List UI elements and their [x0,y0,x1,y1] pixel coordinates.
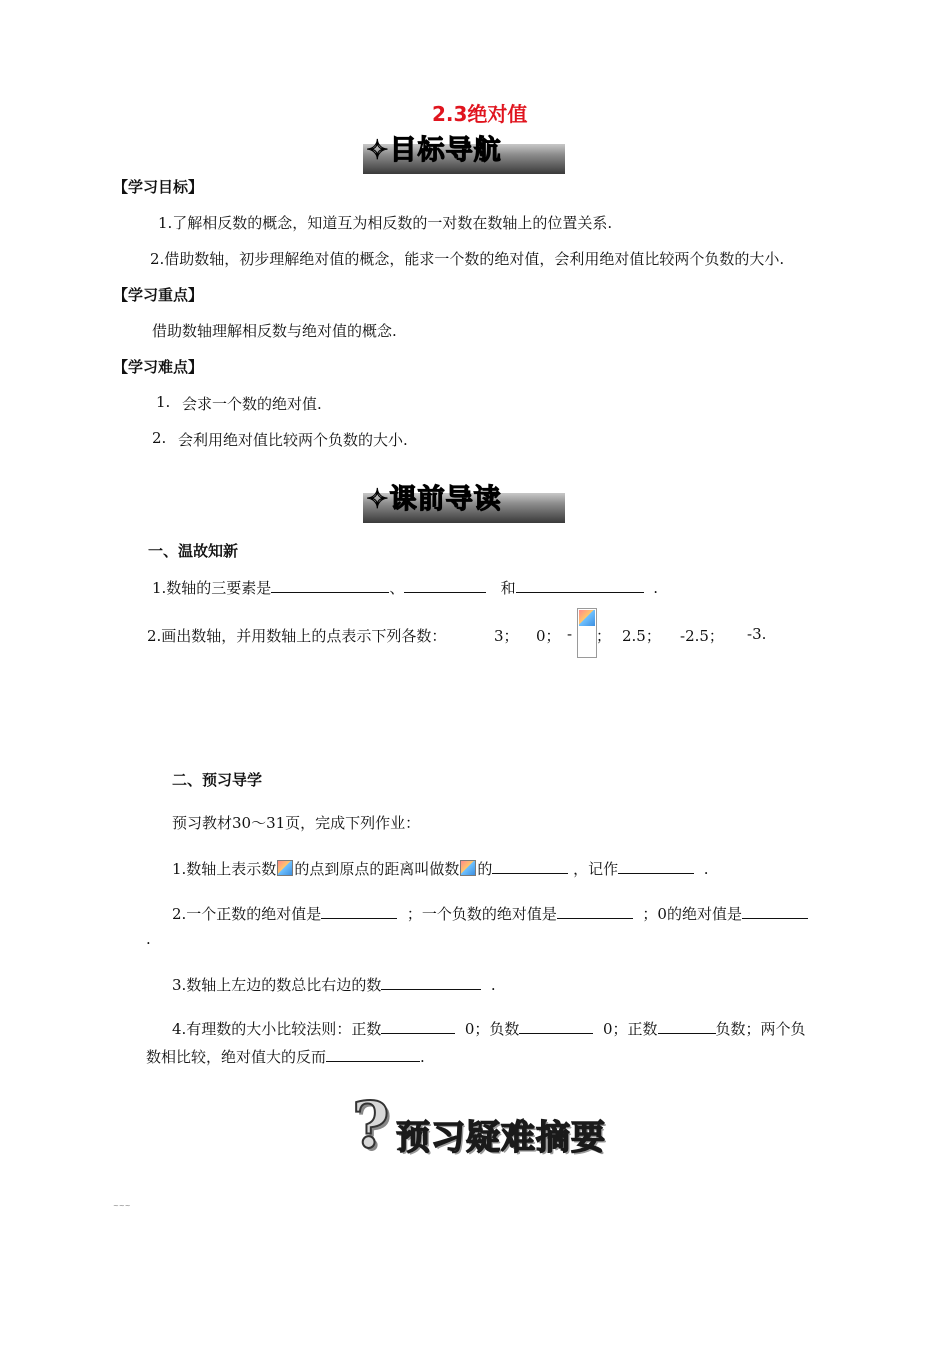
difficulty-num-1: 1. [156,393,171,411]
answer-blank[interactable] [658,1019,716,1034]
preview-question-2 [172,903,808,924]
page-title: 2.3绝对值 [432,102,528,126]
keypoints-heading: 【学习重点】 [113,286,204,304]
review-question-2: 2.画出数轴，并用数轴上的点表示下列各数： [147,627,447,645]
answer-blank[interactable] [271,578,389,593]
fraction-image-placeholder [577,608,597,658]
pq4-text-e: 数相比较，绝对值大的反而 [146,1048,327,1066]
q1-text: 1.数轴的三要素是 [152,579,272,597]
pq2-text-a: 2.一个正数的绝对值是 [172,905,322,923]
preview-heading: 二、预习导学 [172,771,263,789]
keypoint-item-1: 借助数轴理解相反数与绝对值的概念. [152,322,397,340]
preview-question-4 [172,1018,806,1039]
pq2-text-c: ；0的绝对值是 [642,905,742,923]
pq1-text-b: 的点到原点的距离叫做数 [294,860,460,878]
image-icon [579,610,595,626]
pq4-end: . [420,1048,425,1066]
answer-blank[interactable] [321,904,397,919]
pq4-text-c: 0；正数 [602,1020,658,1038]
question-mark-graphic: ? [352,1088,390,1163]
banner-prereading-text: ✧课前导读 [366,484,502,515]
review-heading: 一、温故知新 [148,542,239,560]
pq1-text-a: 1.数轴上表示数 [172,860,277,878]
answer-blank[interactable] [326,1047,420,1062]
preview-question-4-cont [146,1046,425,1067]
image-icon [277,860,293,876]
banner-goals-text: ✧目标导航 [366,135,502,166]
pq2-text-b: ；一个负数的绝对值是 [406,905,557,923]
pq4-text-d: 负数；两个负 [715,1020,806,1038]
answer-blank[interactable] [618,859,694,874]
q2-value-0: 0； [536,627,561,645]
answer-blank[interactable] [519,1019,593,1034]
review-question-1 [152,577,658,598]
preview-intro: 预习教材30～31页，完成下列作业： [172,814,421,832]
pq3-end: . [490,976,496,994]
q2-value-2-5: 2.5； [622,627,661,645]
q2-value-neg-2-5: -2.5； [680,627,724,645]
summary-heading: 预习疑难摘要 [396,1118,606,1158]
answer-blank[interactable] [381,975,481,990]
goals-heading: 【学习目标】 [113,178,204,196]
pq1-end: . [703,860,709,878]
difficulties-heading: 【学习难点】 [113,358,204,376]
pq1-text-c: 的 [477,860,493,878]
image-icon [460,860,476,876]
preview-question-3 [172,974,496,995]
goal-item-2: 2.借助数轴，初步理解绝对值的概念，能求一个数的绝对值，会利用绝对值比较两个负数的大小. [150,250,785,268]
difficulty-num-2: 2. [152,429,167,447]
q1-end: . [653,579,658,597]
q2-value-neg-3: -3. [747,625,767,643]
answer-blank[interactable] [492,859,568,874]
difficulty-item-2: 会利用绝对值比较两个负数的大小. [178,431,408,449]
answer-blank[interactable] [381,1019,455,1034]
preview-question-1 [172,858,708,879]
q1-sep: 、 [389,579,405,597]
goal-item-1: 1.了解相反数的概念，知道互为相反数的一对数在数轴上的位置关系. [158,214,613,232]
q2-value-3: 3； [494,627,519,645]
answer-blank[interactable] [516,578,644,593]
answer-blank[interactable] [404,578,486,593]
q2-semicolon: ； [596,627,612,645]
pq1-text-d: ，记作 [573,860,619,878]
difficulty-item-1: 会求一个数的绝对值. [182,395,322,413]
q2-value-neg-frac: - [567,625,573,643]
pq4-text-b: 0；负数 [464,1020,520,1038]
pq2-end: . [146,930,151,948]
answer-blank[interactable] [742,904,808,919]
q1-and: 和 [500,579,516,597]
pq4-text-a: 4.有理数的大小比较法则：正数 [172,1020,382,1038]
pq3-text-a: 3.数轴上左边的数总比右边的数 [172,976,382,994]
answer-blank[interactable] [557,904,633,919]
footer-mark: ~~~ [113,1202,131,1210]
